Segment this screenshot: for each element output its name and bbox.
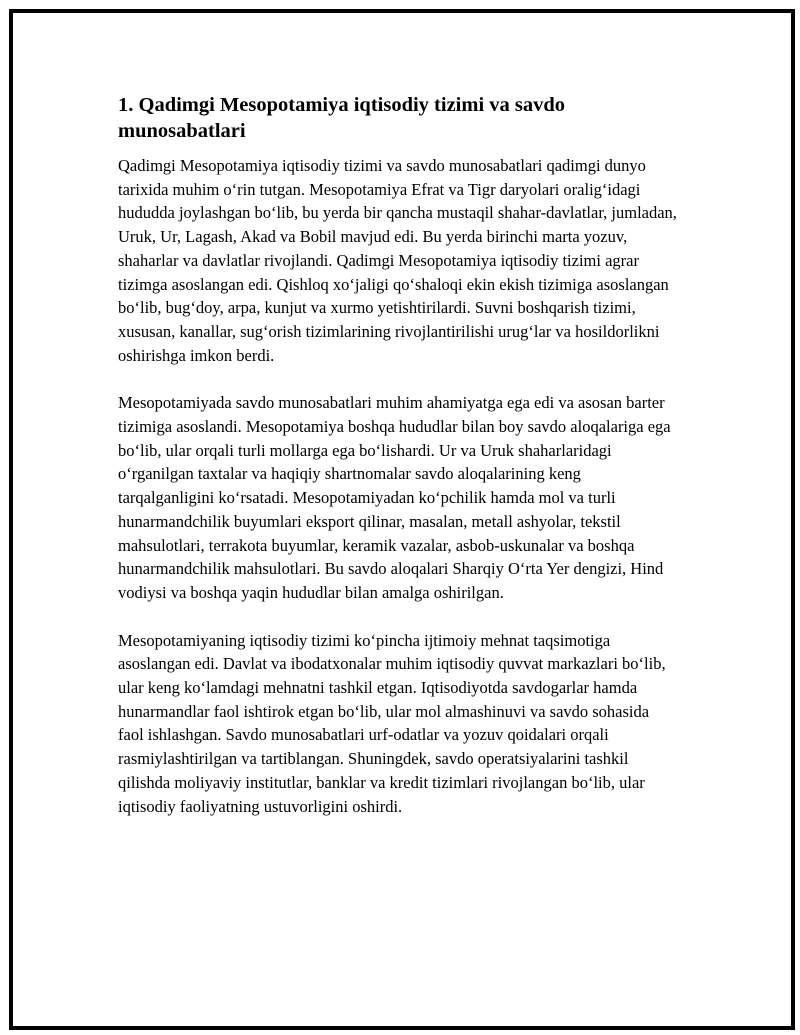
paragraph-3: Mesopotamiyaning iqtisodiy tizimi ko‘pincha ijtimoiy mehnat taqsimotiga asoslangan edi. Davlat va ibodatxonalar muhim iqtisodiy quvvat markazlari bo‘lib, ular keng ko‘lamdagi mehnatni tashkil etgan. Iqtisodiyotda savdogarlar hamda hunarmandlar faol ishtirok etgan bo‘lib, ular mol almashinuvi va savdo sohasida faol ishlashgan. Savdo munosabatlari urf-odatlar va yozuv qoidalari orqali rasmiylashtirilgan va tartiblangan. Shuningdek, savdo operatsiyalarini tashkil qilishda moliyaviy institutlar, banklar va kredit tizimlari rivojlangan bo‘lib, ular iqtisodiy faoliyatning ustuvorligini oshirdi. [118, 630, 666, 816]
document-body [118, 92, 678, 842]
paragraph-2: Mesopotamiyada savdo munosabatlari muhim ahamiyatga ega edi va asosan barter tizimiga asoslandi. Mesopotamiya boshqa hududlar bilan boy savdo aloqalariga ega bo‘lib, ular orqali turli mollarga ega bo‘lishardi. Ur va Uruk shaharlaridagi o‘rganilgan taxtalar va haqiqiy shartnomalar savdo aloqalarining keng tarqalganligini ko‘rsatadi. Mesopotamiyadan ko‘pchilik hamda mol va turli hunarmandchilik buyumlari eksport qilinar, masalan, metall ashyolar, tekstil mahsulotlari, terrakota buyumlar, keramik vazalar, asbob-uskunalar va boshqa hunarmandchilik mahsulotlari. Bu savdo aloqalari Sharqiy O‘rta Yer dengizi, Hind vodiysi va boshqa yaqin hududlar bilan amalga oshirilgan. [118, 393, 671, 602]
section-title: 1. Qadimgi Mesopotamiya iqtisodiy tizimi va savdo munosabatlari [118, 94, 566, 142]
paragraph-1: Qadimgi Mesopotamiya iqtisodiy tizimi va savdo munosabatlari qadimgi dunyo tarixida muhim o‘rin tutgan. Mesopotamiya Efrat va Tigr daryolari oralig‘idagi hududda joylashgan bo‘lib, bu yerda bir qancha mustaqil shahar-davlatlar, jumladan, Uruk, Ur, Lagash, Akad va Bobil mavjud edi. Bu yerda birinchi marta yozuv, shaharlar va davlatlar rivojlandi. Qadimgi Mesopotamiya iqtisodiy tizimi agrar tizimga asoslangan edi. Qishloq xo‘jaligi qo‘shaloqi ekin ekish tizimiga asoslangan bo‘lib, bug‘doy, arpa, kunjut va xurmo yetishtirilardi. Suvni boshqarish tizimi, xususan, kanallar, sug‘orish tizimlarining rivojlantirilishi urug‘lar va hosildorlikni oshirishga imkon berdi. [118, 156, 677, 365]
